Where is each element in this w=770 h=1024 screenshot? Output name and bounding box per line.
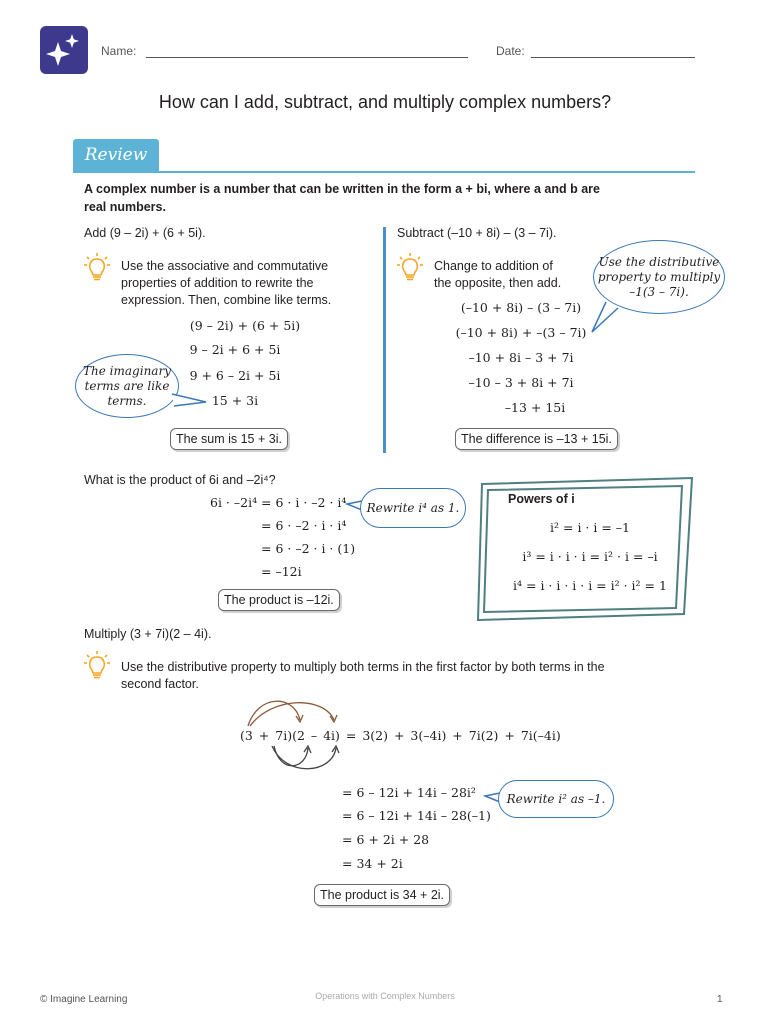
subtract-prompt: Subtract (–10 + 8i) – (3 – 7i). [397,226,557,240]
powers-line-1: i² = i · i = –1 [550,520,630,535]
multiply-step-2: = 6 – 12i + 14i – 28(–1) [342,808,491,823]
product-step-2: = 6 · –2 · i · i⁴ [261,518,347,533]
review-rule [73,171,695,173]
multiply-step-1: = 6 – 12i + 14i – 28i² [342,785,476,800]
multiply-callout: Rewrite i² as –1. [498,780,614,818]
product-step-1: 6i · –2i⁴ = 6 · i · –2 · i⁴ [210,495,347,510]
multiply-tip-line-1: Use the distributive property to multiply both terms in the first factor by both terms in the [121,660,605,674]
subtract-tip-line-1: Change to addition of [434,259,553,273]
footer-copyright: © Imagine Learning [40,994,128,1005]
product-result: The product is –12i. [218,589,340,611]
subtract-step-1: (–10 + 8i) – (3 – 7i) [460,300,582,315]
add-step-2: 9 – 2i + 6 + 5i [189,342,281,357]
subtract-step-2: (–10 + 8i) + –(3 – 7i) [455,325,587,340]
add-step-1: (9 – 2i) + (6 + 5i) [189,318,301,333]
multiply-tip [121,659,605,693]
powers-box-title: Powers of i [508,492,575,506]
product-callout: Rewrite i⁴ as 1. [360,488,466,528]
name-field[interactable] [146,57,468,58]
product-prompt: What is the product of 6i and –2i⁴? [84,473,276,487]
multiply-step-3: = 6 + 2i + 28 [342,832,430,847]
footer-doc-title: Operations with Complex Numbers [315,991,455,1001]
product-step-3: = 6 · –2 · i · (1) [261,541,356,556]
definition-line-1: A complex number is a number that can be written in the form a + bi, where a and b are [84,182,600,196]
lightbulb-icon [84,252,110,282]
multiply-result: The product is 34 + 2i. [314,884,450,906]
page-title: How can I add, subtract, and multiply complex numbers? [158,92,612,112]
add-step-3: 9 + 6 – 2i + 5i [189,368,281,383]
definition-line-2: real numbers. [84,200,166,214]
subtract-step-4: –10 – 3 + 8i + 7i [468,375,574,390]
multiply-prompt: Multiply (3 + 7i)(2 – 4i). [84,627,212,641]
add-prompt: Add (9 – 2i) + (6 + 5i). [84,226,206,240]
add-step-4: 15 + 3i [211,393,259,408]
add-tip-line-2: properties of addition to rewrite the [121,276,314,290]
add-callout: The imaginary terms are like terms. [75,354,179,418]
brand-logo [40,26,88,74]
subtract-callout-pointer [588,300,624,336]
multiply-expansion: (3 + 7i)(2 – 4i) = 3(2) + 3(–4i) + 7i(2) + 7i(–4i) [240,728,561,743]
lightbulb-icon [84,650,110,680]
add-callout-pointer [170,392,210,412]
powers-line-3: i⁴ = i · i · i · i = i² · i² = 1 [513,578,667,593]
add-tip [121,258,331,309]
date-field[interactable] [531,57,695,58]
multiply-tip-line-2: second factor. [121,677,199,691]
add-tip-line-3: expression. Then, combine like terms. [121,293,332,307]
subtract-step-3: –10 + 8i – 3 + 7i [468,350,574,365]
subtract-tip-line-2: the opposite, then add. [434,276,562,290]
name-label: Name: [101,44,137,58]
page-number: 1 [717,994,723,1005]
subtract-callout: Use the distributive property to multiply –1(3 – 7i). [593,240,725,314]
add-result: The sum is 15 + 3i. [170,428,288,450]
definition [84,180,684,216]
lightbulb-icon [397,252,423,282]
date-label: Date: [496,44,525,58]
multiply-step-4: = 34 + 2i [342,856,403,871]
subtract-result: The difference is –13 + 15i. [455,428,618,450]
subtract-tip [434,258,561,292]
column-divider [383,227,386,453]
review-tab: Review [73,139,159,171]
product-step-4: = –12i [261,564,302,579]
add-tip-line-1: Use the associative and commutative [121,259,329,273]
powers-line-2: i³ = i · i · i = i² · i = –i [522,549,658,564]
subtract-step-5: –13 + 15i [504,400,566,415]
sparkle-icon [40,26,88,74]
